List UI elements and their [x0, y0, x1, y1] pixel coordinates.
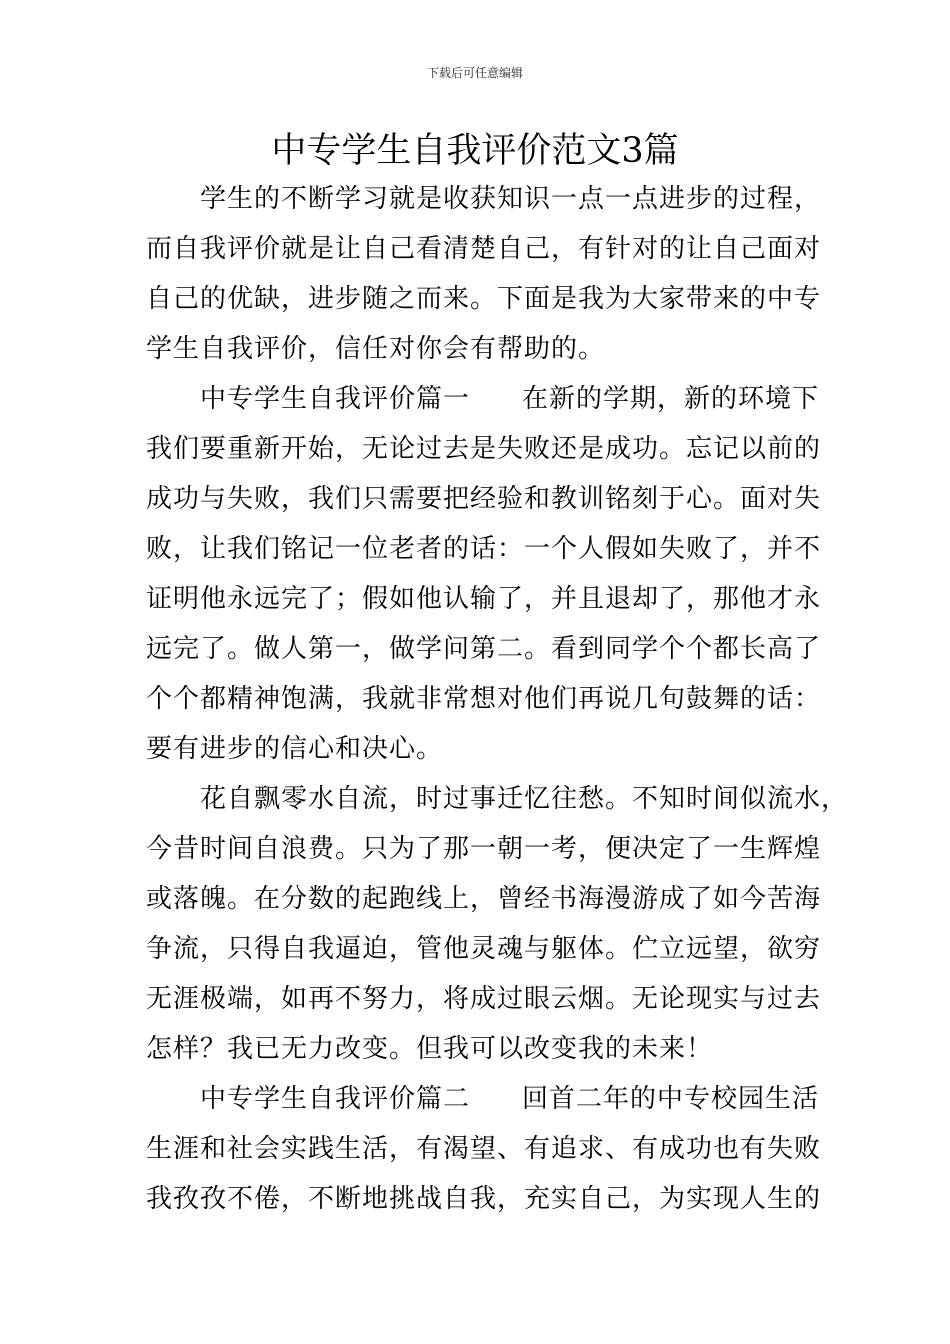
paragraph-line: 或落魄。在分数的起跑线上，曾经书海漫游成了如今苦海 [146, 884, 822, 914]
section-heading: 中专学生自我评价篇一 [200, 384, 471, 414]
paragraph-line: 要有进步的信心和决心。 [146, 734, 444, 764]
paragraph-line: 远完了。做人第一，做学问第二。看到同学个个都长高了 [146, 634, 822, 664]
paragraph-line: 争流，只得自我逼迫，管他灵魂与躯体。伫立远望，欲穷 [146, 934, 822, 964]
paragraph-line: 花自飘零水自流，时过事迁忆往愁。不知时间似流水， [200, 784, 849, 814]
paragraph-line: 个个都精神饱满，我就非常想对他们再说几句鼓舞的话： [146, 684, 822, 714]
section-heading-line [200, 1074, 820, 1124]
paragraph-line: 而自我评价就是让自己看清楚自己，有针对的让自己面对 [146, 234, 822, 264]
paragraph-text: 回首二年的中专校园生活 [522, 1084, 820, 1114]
paragraph-line: 成功与失败，我们只需要把经验和教训铭刻于心。面对失 [146, 484, 822, 514]
paragraph-line: 自己的优缺，进步随之而来。下面是我为大家带来的中专 [146, 284, 822, 314]
section-heading: 中专学生自我评价篇二 [200, 1084, 471, 1114]
paragraph-line: 学生自我评价，信任对你会有帮助的。 [146, 334, 606, 364]
paragraph-line: 怎样？我已无力改变。但我可以改变我的未来！ [146, 1034, 714, 1064]
paragraph-line: 今昔时间自浪费。只为了那一朝一考，便决定了一生辉煌 [146, 834, 822, 864]
section-heading-line [200, 374, 820, 424]
paragraph-line: 生涯和社会实践生活，有渴望、有追求、有成功也有失败 [146, 1134, 822, 1164]
paragraph-line: 证明他永远完了；假如他认输了，并且退却了，那他才永 [146, 584, 822, 614]
paragraph-text: 在新的学期，新的环境下 [522, 384, 820, 414]
page-header-note: 下载后可任意编辑 [426, 66, 523, 80]
paragraph-line: 学生的不断学习就是收获知识一点一点进步的过程， [200, 184, 822, 214]
paragraph-line: 败，让我们铭记一位老者的话：一个人假如失败了，并不 [146, 534, 822, 564]
paragraph-line: 我孜孜不倦，不断地挑战自我，充实自己，为实现人生的 [146, 1184, 822, 1214]
document-title: 中专学生自我评价范文3篇 [271, 131, 679, 171]
paragraph-line: 无涯极端，如再不努力，将成过眼云烟。无论现实与过去 [146, 984, 822, 1014]
paragraph-line: 我们要重新开始，无论过去是失败还是成功。忘记以前的 [146, 434, 822, 464]
